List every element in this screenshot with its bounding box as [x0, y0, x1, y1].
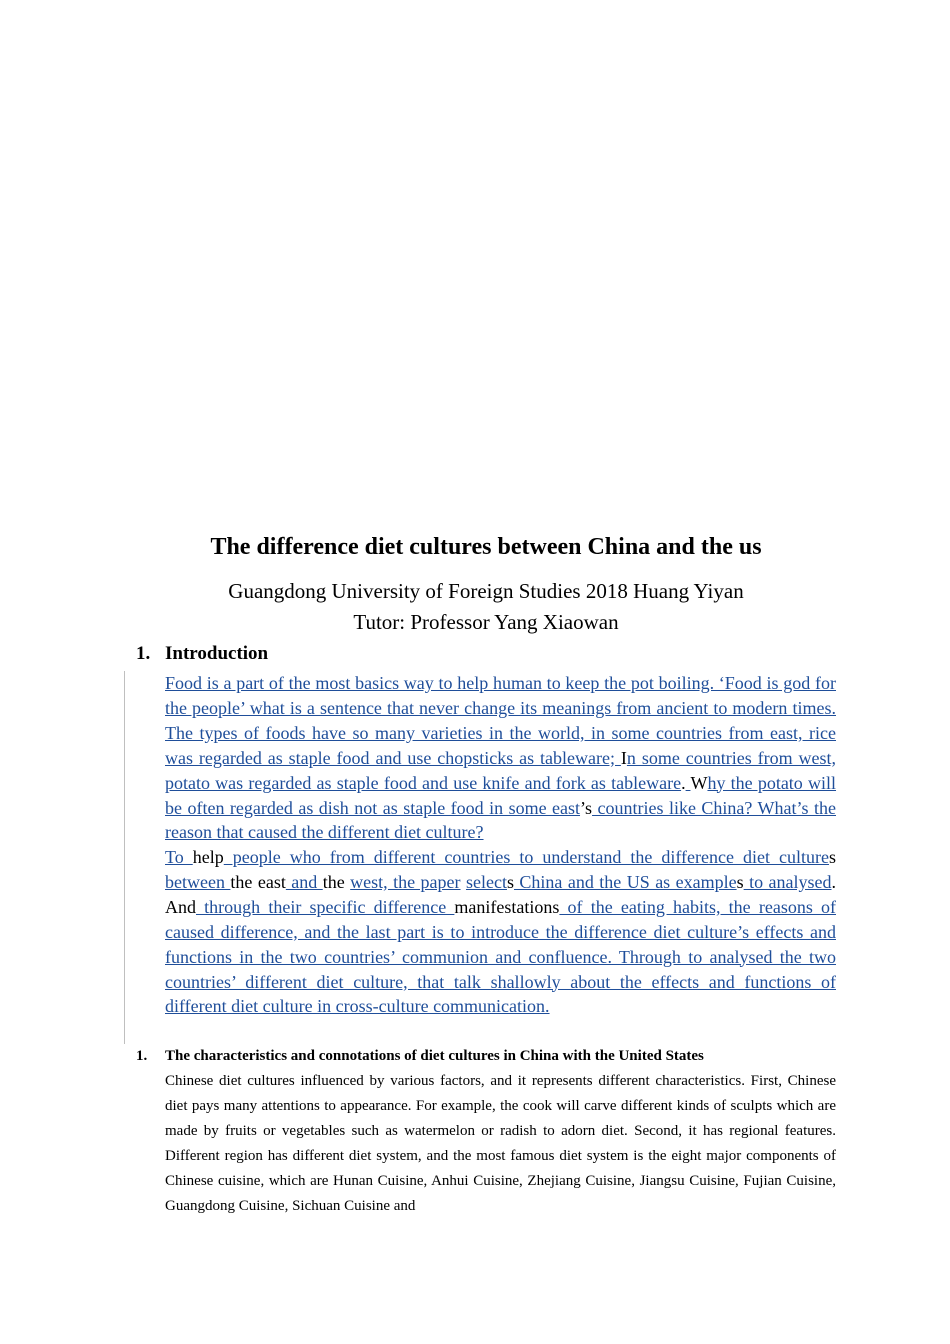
text-run: W [690, 772, 708, 793]
text-run: s [506, 871, 514, 892]
author-line: Guangdong University of Foreign Studies 2018 Huang Yiyan [228, 579, 744, 603]
text-run: s [828, 847, 836, 867]
text-run: manifestations [454, 896, 560, 917]
revised-text-run: countries like China? What’s the reason that caused the different diet culture? [165, 797, 836, 843]
text-run: the [322, 871, 351, 892]
revised-text-run: Food is a part of the most basics way to help human to keep the pot boiling. ‘Food is god for the people’ what is a sentence that never change its meanings from ancient to modern times. The types of foods have so many varieties in the world, in some countries from east, rice was regarded as staple food and use chopsticks as tableware; [165, 673, 836, 768]
revised-text-run: west, the paper [350, 871, 461, 892]
text-run: s [736, 871, 744, 892]
change-bar [124, 671, 125, 1044]
section-heading-introduction [136, 642, 268, 666]
revised-text-run: China and the US as example [513, 871, 737, 892]
revised-text-run: To [165, 847, 193, 867]
revised-text-run: and [285, 871, 323, 892]
section-title: The characteristics and connotations of diet cultures in China with the United States [165, 1048, 704, 1064]
section-number: 1. [136, 643, 151, 664]
revised-text-run: through their specific difference [196, 896, 455, 917]
text-run: ’s [580, 797, 593, 818]
text-run: help [192, 847, 224, 867]
revised-text-run: select [465, 871, 507, 892]
body-paragraph: Chinese diet cultures influenced by various factors, and it represents different characteristics. First, Chinese diet pays many attentions to appearance. For example, the cook will carve different kinds of sculpts which are made by fruits or vegetables such as watermelon or radish to adorn diet. Second, it has regional features. Different region has different diet system, and the most famous diet system is the eight major components of Chinese cuisine, which are Hunan Cuisine, Anhui Cuisine, Zhejiang Cuisine, Jiangsu Cuisine, Fujian Cuisine, Guangdong Cuisine, Sichuan Cuisine and [165, 1073, 836, 1214]
revised-text-run: to analysed [743, 871, 832, 892]
revised-text-run: of the eating habits, the reasons of caused difference, and the last part is to introduce the difference diet culture’s effects and functions in the two countries’ communion and confluence. Through to analysed the two countries’ different diet culture, that talk shallowly about the effects and functions of different diet culture in cross-culture communication. [165, 896, 836, 1017]
text-run: . [681, 772, 686, 793]
revised-text-run: hy the potato will be often regarded as dish not as staple food in some east [165, 772, 837, 818]
intro-paragraph-2 [165, 845, 836, 1019]
section-number: 1. [136, 1048, 148, 1064]
text-run: the east [230, 871, 286, 892]
intro-paragraph-1 [165, 671, 836, 845]
revised-text-run: n some countries from west, potato was regarded as staple food and use knife and fork as tableware [165, 747, 836, 793]
section-title: Introduction [165, 643, 269, 664]
text-run: . [831, 871, 836, 892]
document-title: The difference diet cultures between China and the us [210, 534, 762, 560]
text-run: I [620, 747, 627, 768]
text-run: And [165, 896, 196, 917]
revised-text-run: between [165, 871, 231, 892]
tutor-line: Tutor: Professor Yang Xiaowan [353, 610, 619, 634]
revised-text-run: people who from different countries to understand the difference diet culture [223, 847, 829, 867]
section-heading-characteristics [136, 1046, 704, 1066]
